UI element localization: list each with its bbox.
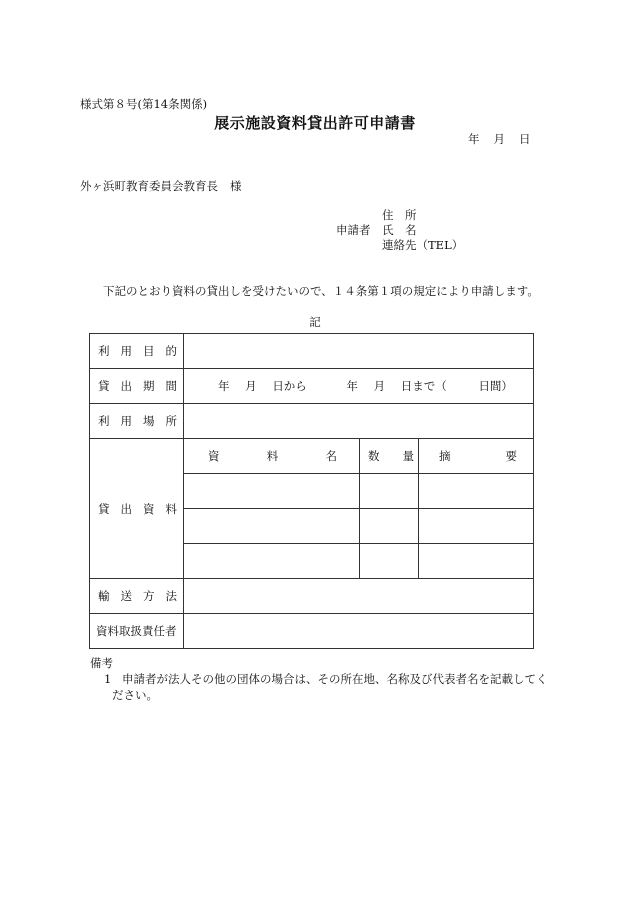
period-month-1: 月 [245,379,257,393]
remarks-cell[interactable] [419,474,534,509]
note-number: 1 [104,672,112,686]
form-number: 様式第８号(第14条関係) [80,97,208,111]
period-year-1: 年 [218,379,230,393]
place-row [90,404,534,439]
name-label: 氏 名 [382,223,417,237]
period-day-1: 日から [272,379,307,393]
label-char: 間 [165,379,177,393]
manager-label-text: 資料取扱責任者 [96,624,177,638]
header-char: 数 [368,449,380,463]
material-name-cell[interactable] [184,509,360,544]
label-char: 料 [165,501,177,516]
place-label [90,404,184,439]
ki-heading: 記 [309,315,321,329]
period-day-2: 日まで（ [400,379,447,393]
label-char: 出 [120,379,132,393]
label-char: 場 [143,414,155,428]
page-title: 展示施設資料貸出許可申請書 [214,114,416,132]
remarks-cell[interactable] [419,509,534,544]
label-char: 的 [165,344,177,358]
manager-row [90,614,534,649]
label-char: 貸 [98,379,110,393]
material-name-cell[interactable] [184,474,360,509]
intro-text: 下記のとおり資料の貸出しを受けたいので、１４条第１項の規定により申請します。 [103,284,539,298]
period-days: 日間） [478,379,513,393]
addressee-honorific: 様 [230,179,242,193]
label-char: 貸 [98,501,110,516]
period-row [90,369,534,404]
applicant-label: 申請者 [336,223,371,237]
date-year: 年 [468,132,480,146]
label-char: 法 [165,589,177,603]
label-char: 利 [98,414,110,428]
note-continuation: ださい。 [112,688,158,702]
header-char: 料 [266,449,279,463]
note-item [104,671,554,703]
label-char: 資 [143,501,155,516]
addressee [80,178,242,194]
period-field[interactable] [184,369,534,404]
header-char: 摘 [439,449,451,463]
transport-label [90,579,184,614]
transport-field[interactable] [184,579,534,614]
period-label [90,369,184,404]
manager-label [90,614,184,649]
material-name-header [184,439,360,474]
label-char: 方 [143,589,155,603]
label-char: 利 [98,344,110,358]
header-char: 資 [208,449,220,463]
materials-header-row [90,439,534,474]
label-char: 出 [120,501,132,516]
label-char: 目 [143,344,155,358]
quantity-cell[interactable] [360,509,419,544]
material-name-cell[interactable] [184,544,360,579]
label-char: 期 [143,379,155,393]
date-day: 日 [519,132,531,146]
label-char: 用 [120,414,132,428]
remarks-header [419,439,534,474]
manager-field[interactable] [184,614,534,649]
application-date [468,131,531,147]
quantity-cell[interactable] [360,544,419,579]
period-month-2: 月 [373,379,386,393]
addressee-name: 外ヶ浜町教育委員会教育長 [80,179,218,193]
quantity-cell[interactable] [360,474,419,509]
header-char: 要 [505,449,517,463]
note-text: 申請者が法人その他の団体の場合は、その所在地、名称及び代表者名を記載してく [122,672,548,686]
application-table [89,333,534,649]
remarks-heading: 備考 [90,656,113,670]
label-char: 所 [165,414,177,428]
label-char: 用 [120,344,132,358]
place-field[interactable] [184,404,534,439]
period-year-2: 年 [346,379,358,393]
label-char: 輸 [98,589,110,603]
header-char: 量 [402,449,414,463]
purpose-label [90,334,184,369]
transport-row [90,579,534,614]
purpose-row [90,334,534,369]
quantity-header [360,439,419,474]
applicant-block [336,208,463,253]
purpose-field[interactable] [184,334,534,369]
header-char: 名 [325,449,337,463]
date-month: 月 [493,132,505,146]
address-label: 住 所 [382,208,417,222]
remarks-cell[interactable] [419,544,534,579]
materials-label [90,439,184,579]
label-char: 送 [120,589,132,603]
contact-label: 連絡先（TEL） [382,238,464,252]
